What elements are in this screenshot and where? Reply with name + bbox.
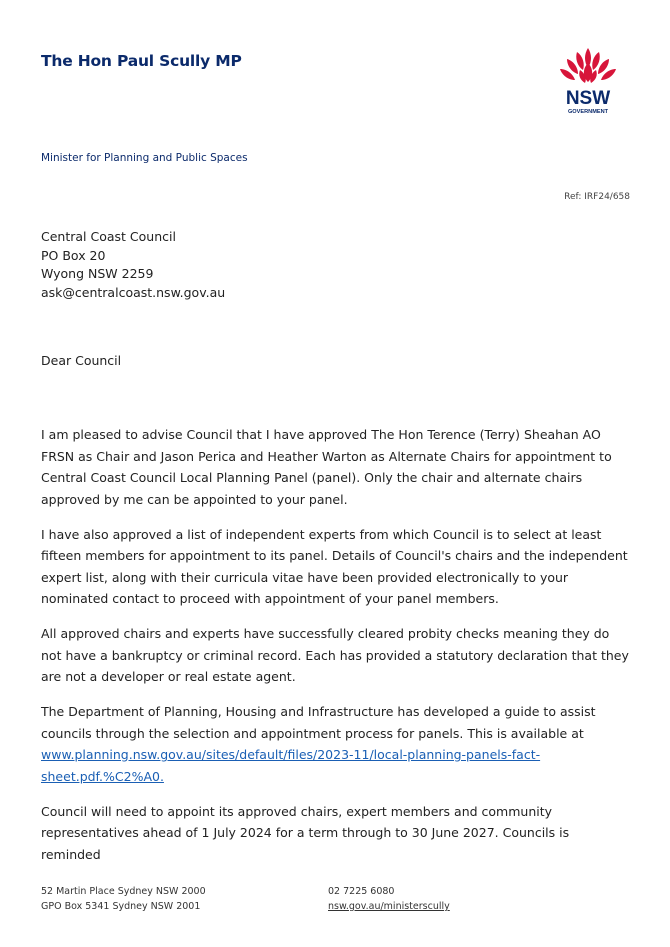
recipient-address [41, 228, 225, 302]
reference-number: Ref: IRF24/658 [564, 192, 630, 202]
footer-website-link[interactable]: nsw.gov.au/ministerscully [328, 901, 450, 912]
salutation: Dear Council [41, 353, 122, 368]
minister-title: Minister for Planning and Public Spaces [41, 152, 248, 164]
logo-text-sub: GOVERNMENT [567, 109, 609, 115]
footer-address-line: GPO Box 5341 Sydney NSW 2001 [41, 901, 201, 912]
paragraph: All approved chairs and experts have successfully cleared probity checks meaning they do not have a bankruptcy or criminal record. Each has provided a statutory declaration that they are not a developer or real estate agent. [41, 626, 629, 684]
paragraph: Council will need to appoint its approved chairs, expert members and community representatives ahead of 1 July 2024 for a term through to 30 June 2027. Councils is reminded [41, 803, 570, 862]
address-email: ask@centralcoast.nsw.gov.au [41, 284, 226, 300]
paragraph: I have also approved a list of independent experts from which Council is to select at least fifteen members for appointment to its panel. Details of Council's chairs and the independent expert list, along with their curricula vitae have been provided electronically to your nominated contact to proceed with appointment of your panel members. [41, 526, 628, 606]
paragraph-text: The Department of Planning, Housing and Infrastructure has developed a guide to assist councils through the selection and appointment process for panels. This is available at [41, 704, 596, 741]
logo-text-main: NSW [565, 88, 611, 109]
nsw-waratah-logo-icon [556, 46, 620, 118]
footer-address [41, 884, 206, 914]
letter-body [41, 424, 631, 879]
footer-address-line: 52 Martin Place Sydney NSW 2000 [41, 886, 206, 897]
fact-sheet-link[interactable]: www.planning.nsw.gov.au/sites/default/files/2023-11/local-planning-panels-fact-sheet.pdf.%C2%A0. [41, 747, 541, 784]
minister-name: The Hon Paul Scully MP [41, 52, 242, 70]
paragraph [41, 701, 631, 787]
address-line: Central Coast Council [41, 229, 176, 244]
footer-phone: 02 7225 6080 [328, 886, 395, 897]
footer-contact [328, 884, 450, 914]
address-line: PO Box 20 [41, 247, 106, 263]
address-line: Wyong NSW 2259 [41, 266, 154, 281]
paragraph: I am pleased to advise Council that I have approved The Hon Terence (Terry) Sheahan AO FRSN as Chair and Jason Perica and Heather Warton as Alternate Chairs for appointment to Central Coast Council Local Planning Panel (panel). Only the chair and alternate chairs approved by me can be appointed to your panel. [41, 427, 612, 507]
